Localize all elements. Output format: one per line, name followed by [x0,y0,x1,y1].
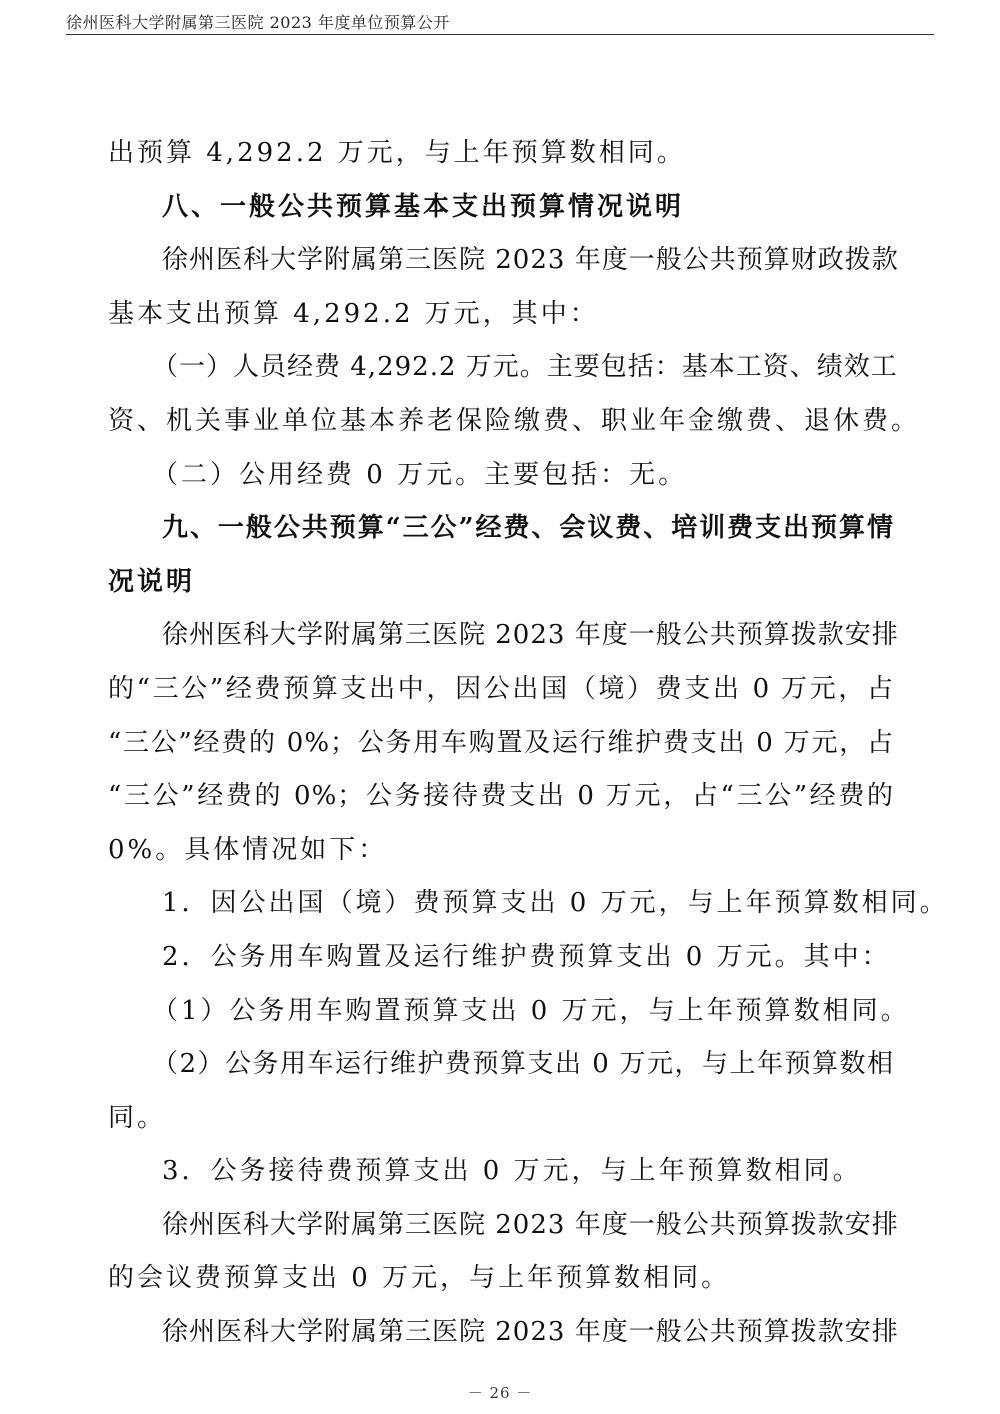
paragraph-line: 出预算 4,292.2 万元，与上年预算数相同。 [108,138,686,168]
paragraph-line: 徐州医科大学附属第三医院 2023 年度一般公共预算拨款安排 [162,620,899,651]
paragraph-line: 徐州医科大学附属第三医院 2023 年度一般公共预算拨款安排 [162,1317,899,1348]
paragraph-line: 同。 [108,1102,167,1133]
section-heading: 九、一般公共预算“三公”经费、会议费、培训费支出预算情 [162,513,894,544]
paragraph-line: 徐州医科大学附属第三医院 2023 年度一般公共预算拨款安排 [162,1209,899,1240]
paragraph-line: “三公”经费的 0%；公务用车购置及运行维护费支出 0 万元，占 [108,727,894,758]
page-number: － 26 － [467,1384,533,1402]
paragraph-line: 基本支出预算 4,292.2 万元，其中： [108,298,599,329]
paragraph-line: 的会议费预算支出 0 万元，与上年预算数相同。 [108,1263,731,1294]
page-header [66,8,934,35]
list-item: 3．公务接待费预算支出 0 万元，与上年预算数相同。 [162,1156,862,1187]
list-item: （1）公务用车购置预算支出 0 万元，与上年预算数相同。 [152,995,910,1026]
list-item: 1．因公出国（境）费预算支出 0 万元，与上年预算数相同。 [162,888,949,919]
paragraph-line: 的“三公”经费预算支出中，因公出国（境）费支出 0 万元，占 [108,673,894,704]
paragraph-line: （二）公用经费 0 万元。主要包括：无。 [152,459,688,490]
paragraph-line: 资、机关事业单位基本养老保险缴费、职业年金缴费、退休费。 [108,405,921,436]
section-heading: 八、一般公共预算基本支出预算情况说明 [162,191,685,222]
paragraph-line: “三公”经费的 0%；公务接待费支出 0 万元，占“三公”经费的 [108,781,894,812]
list-item: （2）公务用车运行维护费预算支出 0 万元，与上年预算数相 [152,1049,894,1080]
section-heading-cont: 况说明 [108,566,196,597]
paragraph-line: 0%。具体情况如下： [108,834,388,865]
paragraph-line: 徐州医科大学附属第三医院 2023 年度一般公共预算财政拨款 [162,245,899,276]
document-body [108,127,949,1360]
list-item: 2．公务用车购置及运行维护费预算支出 0 万元。其中： [162,941,891,972]
header-title: 徐州医科大学附属第三医院 2023 年度单位预算公开 [66,13,450,32]
paragraph-line: （一）人员经费 4,292.2 万元。主要包括：基本工资、绩效工 [152,352,898,383]
